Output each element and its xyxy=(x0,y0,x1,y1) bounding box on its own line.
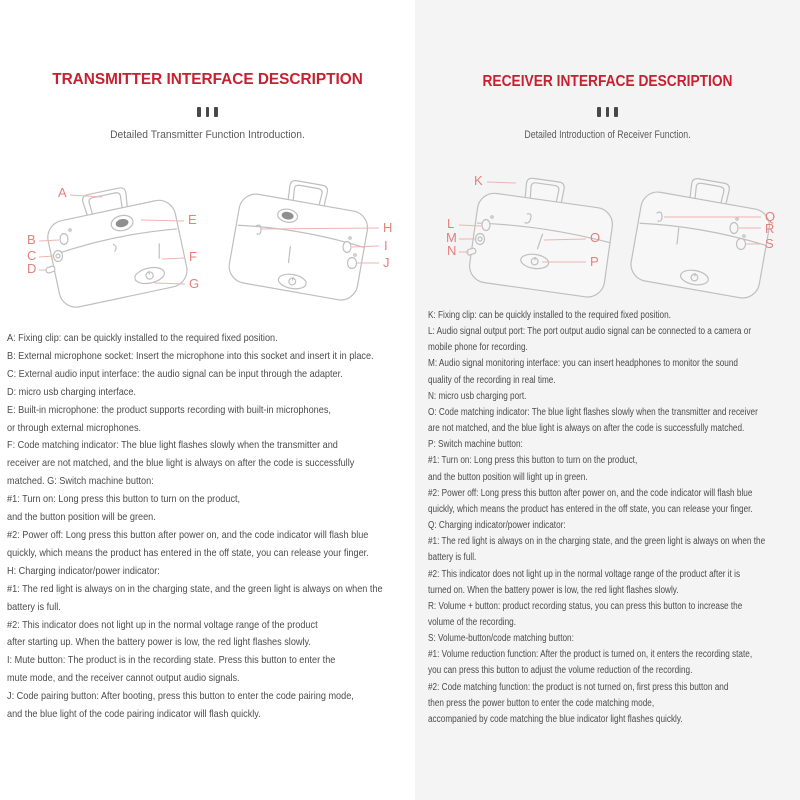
description-line: J: Code pairing button: After booting, press this button to enter the code pairing mode, xyxy=(7,690,354,703)
description-line: quickly, which means the product has entered in the off state, you can release your finger. xyxy=(7,546,369,559)
section-divider-icon xyxy=(0,107,415,117)
description-line: or through external microphones. xyxy=(7,421,142,434)
description-line: mute mode, and the receiver cannot output audio signals. xyxy=(7,672,240,685)
transmitter-subtitle: Detailed Transmitter Function Introduction. xyxy=(110,129,305,141)
receiver-figure xyxy=(423,170,800,318)
description-line: B: External microphone socket: Insert the microphone into this socket and insert it in place. xyxy=(7,349,374,362)
figure-label: P xyxy=(590,254,599,269)
description-line: battery is full. xyxy=(428,552,477,564)
description-line: Q: Charging indicator/power indicator: xyxy=(428,520,566,532)
receiver-panel xyxy=(415,0,800,800)
figure-label: G xyxy=(189,276,200,291)
figure-label: I xyxy=(384,238,388,253)
description-line: O: Code matching indicator: The blue light flashes slowly when the transmitter and receiver xyxy=(428,406,758,418)
transmitter-devices-illustration xyxy=(8,170,408,318)
description-line: R: Volume + button: product recording status, you can press this button to increase the xyxy=(428,600,743,612)
description-line: #1: Volume reduction function: After the product is turned on, it enters the recording state, xyxy=(428,649,753,661)
description-line: and the button position will light up in green. xyxy=(428,471,588,483)
figure-label: K xyxy=(474,173,483,188)
description-line: and the button position will be green. xyxy=(7,511,156,524)
description-line: and the blue light of the code pairing indicator will flash quickly. xyxy=(7,708,261,721)
description-line: mobile phone for recording. xyxy=(428,342,528,354)
description-line: #1: Turn on: Long press this button to turn on the product, xyxy=(7,493,241,506)
description-line: #1: The red light is always on in the charging state, and the green light is always on when the xyxy=(7,582,383,595)
transmitter-figure xyxy=(8,170,408,318)
description-line: you can press this button to adjust the volume reduction of the recording. xyxy=(428,665,693,677)
figure-label: J xyxy=(383,255,390,270)
description-line: receiver are not matched, and the blue light is always on after the code is successfully xyxy=(7,457,355,470)
figure-label: D xyxy=(27,261,37,276)
description-line: volume of the recording. xyxy=(428,616,516,628)
figure-label: A xyxy=(58,185,67,200)
receiver-subtitle: Detailed Introduction of Receiver Function. xyxy=(524,129,691,141)
description-line: quickly, which means the product has entered in the off state, you can release your finger. xyxy=(428,503,753,515)
description-line: P: Switch machine button: xyxy=(428,439,523,451)
description-line: turned on. When the battery power is low, the red light flashes slowly. xyxy=(428,584,679,596)
description-line: S: Volume-button/code matching button: xyxy=(428,633,574,645)
description-line: F: Code matching indicator: The blue light flashes slowly when the transmitter and xyxy=(7,439,338,452)
description-line: A: Fixing clip: can be quickly installed to the required fixed position. xyxy=(7,332,278,344)
receiver-description xyxy=(428,308,800,728)
description-line: after starting up. When the battery power is low, the red light flashes slowly. xyxy=(7,636,311,649)
figure-label: M xyxy=(446,230,457,245)
figure-label: C xyxy=(27,248,37,263)
figure-label: L xyxy=(447,216,455,231)
receiver-devices-illustration xyxy=(423,170,800,318)
figure-label: H xyxy=(383,220,393,235)
figure-label: Q xyxy=(765,209,776,224)
description-line: #2: Power off: Long press this button after power on, and the code indicator will flash blue xyxy=(428,487,753,499)
description-line: accompanied by code matching the blue indicator light flashes quickly. xyxy=(428,713,683,725)
section-divider-icon xyxy=(415,107,800,117)
description-line: then press the power button to enter the code matching mode, xyxy=(428,697,655,709)
description-line: #1: The red light is always on in the charging state, and the green light is always on when the xyxy=(428,536,766,548)
description-line: D: micro usb charging interface. xyxy=(7,385,136,398)
description-line: I: Mute button: The product is in the recording state. Press this button to enter the xyxy=(7,654,336,667)
figure-label: R xyxy=(765,221,775,236)
description-line: #2: This indicator does not light up in the normal voltage range of the product after it is xyxy=(428,568,741,580)
description-line: #2: Code matching function: the product is not turned on, first press this button and xyxy=(428,681,729,693)
description-line: E: Built-in microphone: the product supports recording with built-in microphones, xyxy=(7,403,331,416)
figure-label: B xyxy=(27,232,36,247)
description-line: #1: Turn on: Long press this button to turn on the product, xyxy=(428,455,638,467)
transmitter-title: TRANSMITTER INTERFACE DESCRIPTION xyxy=(52,71,363,88)
description-line: H: Charging indicator/power indicator: xyxy=(7,564,160,577)
receiver-title: RECEIVER INTERFACE DESCRIPTION xyxy=(482,73,733,90)
description-line: K: Fixing clip: can be quickly installed to the required fixed position. xyxy=(428,310,671,321)
description-line: matched. G: Switch machine button: xyxy=(7,475,154,488)
description-line: #2: Power off: Long press this button after power on, and the code indicator will flash blue xyxy=(7,528,369,541)
figure-label: F xyxy=(189,249,197,264)
description-line: quality of the recording in real time. xyxy=(428,374,556,386)
figure-label: N xyxy=(447,243,457,258)
transmitter-description xyxy=(7,330,415,724)
description-line: are not matched, and the blue light is always on after the code is successfully matched. xyxy=(428,423,745,435)
description-line: N: micro usb charging port. xyxy=(428,390,527,402)
description-line: battery is full. xyxy=(7,600,61,613)
figure-label: S xyxy=(765,236,774,251)
figure-label: O xyxy=(590,230,601,245)
figure-label: E xyxy=(188,212,197,227)
description-line: #2: This indicator does not light up in the normal voltage range of the product xyxy=(7,618,318,631)
description-line: M: Audio signal monitoring interface: you can insert headphones to monitor the sound xyxy=(428,358,738,370)
description-line: L: Audio signal output port: The port output audio signal can be connected to a camera or xyxy=(428,326,752,338)
description-line: C: External audio input interface: the audio signal can be input through the adapter. xyxy=(7,367,343,380)
